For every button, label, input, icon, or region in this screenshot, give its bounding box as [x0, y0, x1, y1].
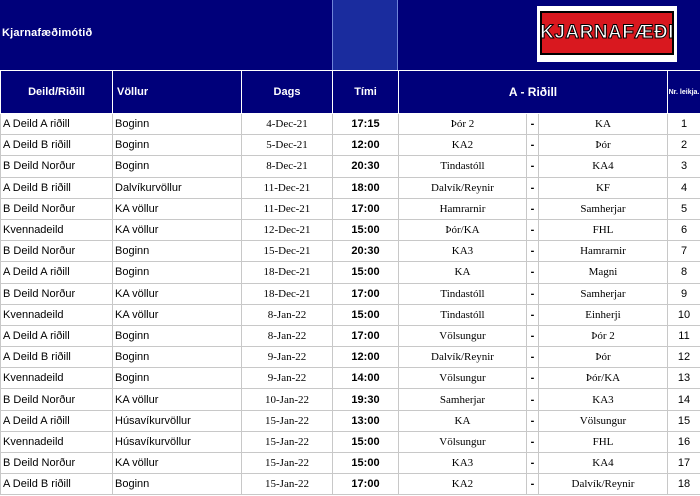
division-cell[interactable]: B Deild Norður [1, 453, 113, 474]
game-number-cell[interactable]: 5 [668, 198, 700, 219]
separator-cell[interactable]: - [527, 135, 539, 156]
separator-cell[interactable]: - [527, 219, 539, 240]
table-row [1, 135, 700, 156]
date-cell[interactable]: 10-Jan-22 [242, 389, 333, 410]
separator-cell[interactable]: - [527, 453, 539, 474]
home-team-cell[interactable]: Hamrarnir [399, 198, 527, 219]
division-cell[interactable]: A Deild A riðill [1, 325, 113, 346]
time-cell[interactable]: 19:30 [333, 389, 399, 410]
separator-cell[interactable]: - [527, 347, 539, 368]
date-cell[interactable]: 11-Dec-21 [242, 177, 333, 198]
table-row [1, 177, 700, 198]
time-cell[interactable]: 15:00 [333, 431, 399, 452]
time-cell[interactable]: 14:00 [333, 368, 399, 389]
home-team-cell[interactable]: Tindastóll [399, 304, 527, 325]
date-cell[interactable]: 8-Jan-22 [242, 304, 333, 325]
time-cell[interactable]: 17:15 [333, 114, 399, 135]
table-row [1, 347, 700, 368]
field-cell[interactable]: Boginn [113, 325, 242, 346]
title-bar [0, 0, 700, 70]
separator-cell[interactable]: - [527, 431, 539, 452]
game-number-cell[interactable]: 16 [668, 431, 700, 452]
time-cell[interactable]: 20:30 [333, 241, 399, 262]
separator-cell[interactable]: - [527, 114, 539, 135]
time-cell[interactable]: 17:00 [333, 283, 399, 304]
date-cell[interactable]: 9-Jan-22 [242, 347, 333, 368]
selected-cell[interactable] [332, 0, 398, 70]
home-team-cell[interactable]: KA [399, 262, 527, 283]
field-cell[interactable]: Boginn [113, 135, 242, 156]
schedule-rows [1, 114, 700, 495]
division-cell[interactable]: Kvennadeild [1, 304, 113, 325]
table-row [1, 431, 700, 452]
home-team-cell[interactable]: Völsungur [399, 431, 527, 452]
separator-cell[interactable]: - [527, 283, 539, 304]
separator-cell[interactable]: - [527, 304, 539, 325]
table-row [1, 304, 700, 325]
field-cell[interactable]: KA völlur [113, 389, 242, 410]
home-team-cell[interactable]: Tindastóll [399, 156, 527, 177]
time-cell[interactable]: 15:00 [333, 453, 399, 474]
division-cell[interactable]: B Deild Norður [1, 198, 113, 219]
separator-cell[interactable]: - [527, 368, 539, 389]
time-cell[interactable]: 17:00 [333, 474, 399, 495]
game-number-cell[interactable]: 6 [668, 219, 700, 240]
field-cell[interactable]: KA völlur [113, 453, 242, 474]
game-number-cell[interactable]: 2 [668, 135, 700, 156]
table-row [1, 474, 700, 495]
away-team-cell[interactable]: Dalvík/Reynir [539, 474, 668, 495]
date-cell[interactable]: 15-Dec-21 [242, 241, 333, 262]
division-cell[interactable]: B Deild Norður [1, 389, 113, 410]
table-row [1, 241, 700, 262]
game-number-cell[interactable]: 15 [668, 410, 700, 431]
sheet-title: Kjarnafæðimótið [2, 27, 93, 39]
division-cell[interactable]: A Deild B riðill [1, 135, 113, 156]
away-team-cell[interactable]: Þór 2 [539, 325, 668, 346]
game-number-cell[interactable]: 7 [668, 241, 700, 262]
separator-cell[interactable]: - [527, 198, 539, 219]
field-cell[interactable]: KA völlur [113, 198, 242, 219]
date-cell[interactable]: 8-Dec-21 [242, 156, 333, 177]
field-cell[interactable]: Húsavíkurvöllur [113, 410, 242, 431]
home-team-cell[interactable]: Völsungur [399, 368, 527, 389]
field-cell[interactable]: Dalvíkurvöllur [113, 177, 242, 198]
separator-cell[interactable]: - [527, 241, 539, 262]
field-cell[interactable]: Boginn [113, 368, 242, 389]
schedule-table [0, 70, 700, 495]
time-cell[interactable]: 18:00 [333, 177, 399, 198]
division-cell[interactable]: Kvennadeild [1, 368, 113, 389]
away-team-cell[interactable]: Þór/KA [539, 368, 668, 389]
table-row [1, 262, 700, 283]
header-field[interactable]: Völlur [113, 71, 242, 114]
field-cell[interactable]: Boginn [113, 347, 242, 368]
logo [537, 6, 677, 62]
field-cell[interactable]: Boginn [113, 474, 242, 495]
date-cell[interactable]: 4-Dec-21 [242, 114, 333, 135]
away-team-cell[interactable]: Magni [539, 262, 668, 283]
date-cell[interactable]: 15-Jan-22 [242, 474, 333, 495]
game-number-cell[interactable]: 10 [668, 304, 700, 325]
division-cell[interactable]: A Deild B riðill [1, 177, 113, 198]
division-cell[interactable]: A Deild B riðill [1, 347, 113, 368]
header-division[interactable]: Deild/Riðill [1, 71, 113, 114]
game-number-cell[interactable]: 8 [668, 262, 700, 283]
away-team-cell[interactable]: FHL [539, 219, 668, 240]
home-team-cell[interactable]: Dalvík/Reynir [399, 347, 527, 368]
home-team-cell[interactable]: KA2 [399, 135, 527, 156]
date-cell[interactable]: 15-Jan-22 [242, 410, 333, 431]
date-cell[interactable]: 15-Jan-22 [242, 453, 333, 474]
table-row [1, 156, 700, 177]
table-row [1, 453, 700, 474]
away-team-cell[interactable]: KA4 [539, 156, 668, 177]
field-cell[interactable]: Boginn [113, 262, 242, 283]
time-cell[interactable]: 12:00 [333, 347, 399, 368]
home-team-cell[interactable]: Tindastóll [399, 283, 527, 304]
division-cell[interactable]: B Deild Norður [1, 283, 113, 304]
game-number-cell[interactable]: 18 [668, 474, 700, 495]
time-cell[interactable]: 15:00 [333, 304, 399, 325]
division-cell[interactable]: A Deild A riðill [1, 410, 113, 431]
away-team-cell[interactable]: Völsungur [539, 410, 668, 431]
time-cell[interactable]: 13:00 [333, 410, 399, 431]
separator-cell[interactable]: - [527, 325, 539, 346]
separator-cell[interactable]: - [527, 410, 539, 431]
date-cell[interactable]: 11-Dec-21 [242, 198, 333, 219]
date-cell[interactable]: 12-Dec-21 [242, 219, 333, 240]
game-number-cell[interactable]: 1 [668, 114, 700, 135]
table-row [1, 368, 700, 389]
date-cell[interactable]: 5-Dec-21 [242, 135, 333, 156]
game-number-cell[interactable]: 13 [668, 368, 700, 389]
time-cell[interactable]: 20:30 [333, 156, 399, 177]
home-team-cell[interactable]: KA3 [399, 453, 527, 474]
game-number-cell[interactable]: 3 [668, 156, 700, 177]
home-team-cell[interactable]: Völsungur [399, 325, 527, 346]
away-team-cell[interactable]: FHL [539, 431, 668, 452]
separator-cell[interactable]: - [527, 177, 539, 198]
table-row [1, 114, 700, 135]
header-row [1, 71, 700, 114]
game-number-cell[interactable]: 12 [668, 347, 700, 368]
away-team-cell[interactable]: KF [539, 177, 668, 198]
away-team-cell[interactable]: Einherji [539, 304, 668, 325]
table-row [1, 325, 700, 346]
header-date[interactable]: Dags [242, 71, 333, 114]
game-number-cell[interactable]: 4 [668, 177, 700, 198]
away-team-cell[interactable]: Þór [539, 347, 668, 368]
home-team-cell[interactable]: Samherjar [399, 389, 527, 410]
division-cell[interactable]: Kvennadeild [1, 219, 113, 240]
logo-badge [540, 11, 674, 55]
date-cell[interactable]: 15-Jan-22 [242, 431, 333, 452]
away-team-cell[interactable]: Samherjar [539, 198, 668, 219]
field-cell[interactable]: KA völlur [113, 304, 242, 325]
field-cell[interactable]: Húsavíkurvöllur [113, 431, 242, 452]
separator-cell[interactable]: - [527, 156, 539, 177]
home-team-cell[interactable]: KA [399, 410, 527, 431]
separator-cell[interactable]: - [527, 474, 539, 495]
header-game-number[interactable]: Nr. leikja. [668, 71, 700, 114]
away-team-cell[interactable]: Samherjar [539, 283, 668, 304]
header-time[interactable]: Tími [333, 71, 399, 114]
date-cell[interactable]: 18-Dec-21 [242, 283, 333, 304]
division-cell[interactable]: A Deild B riðill [1, 474, 113, 495]
game-number-cell[interactable]: 9 [668, 283, 700, 304]
date-cell[interactable]: 18-Dec-21 [242, 262, 333, 283]
time-cell[interactable]: 15:00 [333, 262, 399, 283]
division-cell[interactable]: A Deild A riðill [1, 114, 113, 135]
field-cell[interactable]: Boginn [113, 241, 242, 262]
game-number-cell[interactable]: 14 [668, 389, 700, 410]
table-row [1, 219, 700, 240]
home-team-cell[interactable]: KA3 [399, 241, 527, 262]
time-cell[interactable]: 17:00 [333, 198, 399, 219]
table-row [1, 389, 700, 410]
field-cell[interactable]: Boginn [113, 156, 242, 177]
table-row [1, 410, 700, 431]
date-cell[interactable]: 9-Jan-22 [242, 368, 333, 389]
separator-cell[interactable]: - [527, 389, 539, 410]
away-team-cell[interactable]: KA4 [539, 453, 668, 474]
game-number-cell[interactable]: 17 [668, 453, 700, 474]
home-team-cell[interactable]: KA2 [399, 474, 527, 495]
time-cell[interactable]: 15:00 [333, 219, 399, 240]
separator-cell[interactable]: - [527, 262, 539, 283]
logo-text: KJARNAFÆÐI [540, 22, 674, 43]
time-cell[interactable]: 17:00 [333, 325, 399, 346]
table-row [1, 198, 700, 219]
header-group[interactable]: A - Riðill [399, 71, 668, 114]
division-cell[interactable]: A Deild A riðill [1, 262, 113, 283]
away-team-cell[interactable]: KA [539, 114, 668, 135]
division-cell[interactable]: B Deild Norður [1, 241, 113, 262]
time-cell[interactable]: 12:00 [333, 135, 399, 156]
date-cell[interactable]: 8-Jan-22 [242, 325, 333, 346]
home-team-cell[interactable]: Þór/KA [399, 219, 527, 240]
field-cell[interactable]: KA völlur [113, 219, 242, 240]
game-number-cell[interactable]: 11 [668, 325, 700, 346]
division-cell[interactable]: B Deild Norður [1, 156, 113, 177]
home-team-cell[interactable]: Þór 2 [399, 114, 527, 135]
table-row [1, 283, 700, 304]
division-cell[interactable]: Kvennadeild [1, 431, 113, 452]
home-team-cell[interactable]: Dalvík/Reynir [399, 177, 527, 198]
away-team-cell[interactable]: Þór [539, 135, 668, 156]
away-team-cell[interactable]: Hamrarnir [539, 241, 668, 262]
away-team-cell[interactable]: KA3 [539, 389, 668, 410]
field-cell[interactable]: KA völlur [113, 283, 242, 304]
field-cell[interactable]: Boginn [113, 114, 242, 135]
